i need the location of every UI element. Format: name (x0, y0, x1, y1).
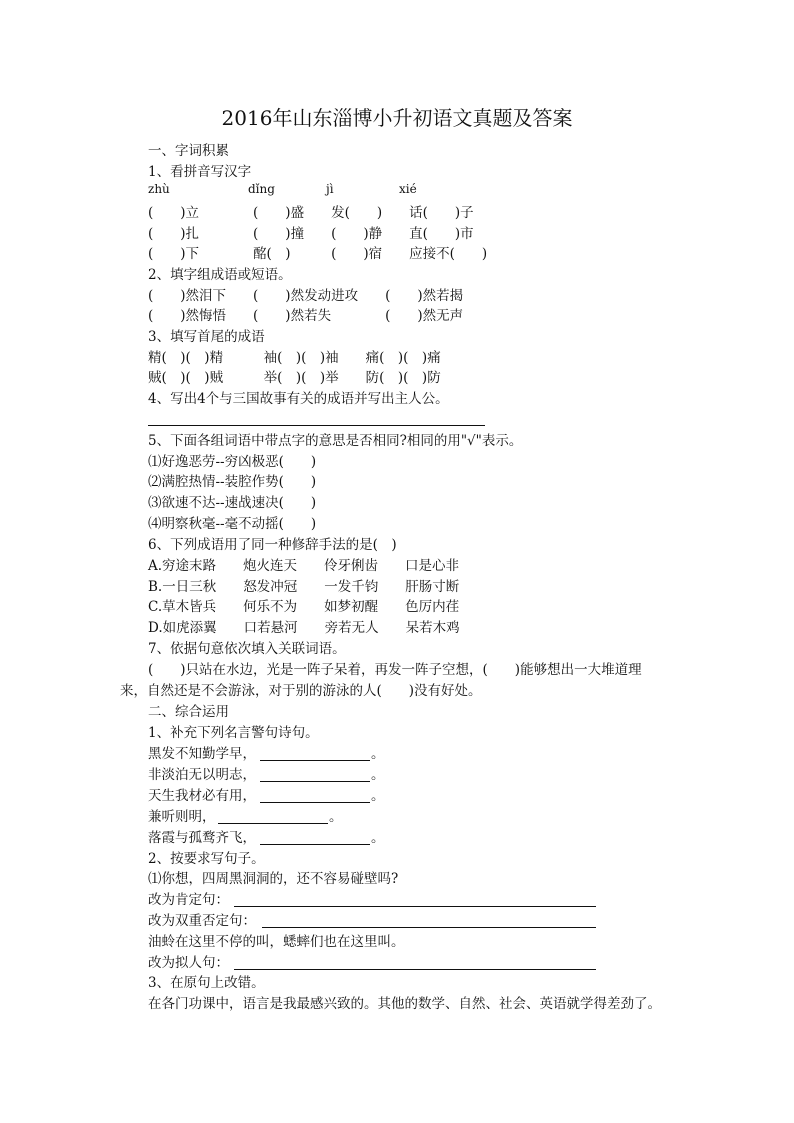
idiom-fill-row: 贼( )( )贼 举( )( )举 防( )( )防 (148, 370, 441, 386)
pinyin-2: dǐng (248, 182, 275, 196)
sentence-prompt: ⑴你想，四周黑洞洞的，还不容易碰壁吗? (148, 871, 399, 887)
choice-a: A.穷途末路 炮火连天 伶牙俐齿 口是心非 (148, 558, 460, 574)
rewrite-label: 改为肯定句： (148, 892, 229, 908)
period: 。 (371, 746, 385, 762)
quote-prompt: 黑发不知勤学早， (148, 746, 256, 762)
quote-prompt: 天生我材必有用， (148, 788, 256, 804)
word-pair-item: ⑵满腔热情--装腔作势( ) (148, 474, 317, 490)
rewrite-label: 改为拟人句： (148, 955, 229, 971)
answer-line[interactable] (148, 425, 485, 426)
sentence-prompt: 油蛉在这里不停的叫，蟋蟀们也在这里叫。 (148, 934, 405, 950)
answer-line[interactable] (260, 760, 370, 761)
question-1-5: 5、下面各组词语中带点字的意思是否相同?相同的用"√"表示。 (148, 433, 523, 449)
word-pair-item: ⑷明察秋毫--毫不动摇( ) (148, 516, 317, 532)
period: 。 (329, 809, 343, 825)
period: 。 (371, 830, 385, 846)
question-1-2: 2、填字组成语或短语。 (148, 267, 292, 283)
idiom-fill-row: ( )然泪下 ( )然发动进攻 ( )然若揭 (148, 288, 464, 304)
answer-line[interactable] (262, 927, 596, 928)
word-pair-item: ⑴好逸恶劳--穷凶极恶( ) (148, 454, 317, 470)
choice-b: B.一日三秋 怒发冲冠 一发千钧 肝肠寸断 (148, 579, 460, 595)
pinyin-3: jì (326, 182, 334, 196)
section-2-heading: 二、综合运用 (148, 704, 229, 720)
pinyin-1: zhù (148, 182, 170, 196)
answer-line[interactable] (218, 823, 328, 824)
question-1-1: 1、看拼音写汉字 (148, 164, 252, 180)
period: 。 (371, 788, 385, 804)
pinyin-answer-row: ( )立 ( )盛 发( ) 话( )子 (148, 205, 474, 221)
answer-line[interactable] (260, 802, 370, 803)
question-1-4: 4、写出4个与三国故事有关的成语并写出主人公。 (148, 391, 449, 407)
page-title: 2016年山东淄博小升初语文真题及答案 (221, 106, 573, 130)
question-1-3: 3、填写首尾的成语 (148, 329, 265, 345)
section-1-heading: 一、字词积累 (148, 143, 229, 159)
quote-prompt: 非淡泊无以明志， (148, 767, 256, 783)
question-1-6: 6、下列成语用了同一种修辞手法的是( ) (148, 537, 397, 553)
answer-line[interactable] (234, 969, 596, 970)
question-2-3: 3、在原句上改错。 (148, 975, 265, 991)
conjunction-passage-line-1: ( )只站在水边，光是一阵子呆着，再发一阵子空想，( )能够想出一大堆道理 (148, 662, 642, 678)
pinyin-4: xié (399, 182, 417, 196)
choice-d: D.如虎添翼 口若悬河 旁若无人 呆若木鸡 (148, 620, 460, 636)
question-1-7: 7、依据句意依次填入关联词语。 (148, 641, 346, 657)
pinyin-answer-row: ( )扎 ( )撞 ( )静 直( )市 (148, 226, 474, 242)
answer-line[interactable] (234, 906, 596, 907)
question-2-1: 1、补充下列名言警句诗句。 (148, 725, 319, 741)
rewrite-label: 改为双重否定句： (148, 913, 256, 929)
quote-prompt: 落霞与孤鹜齐飞， (148, 830, 256, 846)
idiom-fill-row: ( )然悔悟 ( )然若失 ( )然无声 (148, 308, 464, 324)
pinyin-answer-row: ( )下 酩( ) ( )宿 应接不( ) (148, 246, 488, 262)
question-2-2: 2、按要求写句子。 (148, 851, 265, 867)
idiom-fill-row: 精( )( )精 袖( )( )袖 痛( )( )痛 (148, 350, 441, 366)
answer-line[interactable] (260, 781, 370, 782)
conjunction-passage-line-2: 来，自然还是不会游泳，对于别的游泳的人( )没有好处。 (120, 683, 482, 699)
choice-c: C.草木皆兵 何乐不为 如梦初醒 色厉内荏 (148, 599, 460, 615)
period: 。 (371, 767, 385, 783)
quote-prompt: 兼听则明， (148, 809, 216, 825)
word-pair-item: ⑶欲速不达--速战速决( ) (148, 495, 317, 511)
error-sentence: 在各门功课中，语言是我最感兴致的。其他的数学、自然、社会、英语就学得差劲了。 (148, 996, 661, 1012)
answer-line[interactable] (260, 844, 370, 845)
